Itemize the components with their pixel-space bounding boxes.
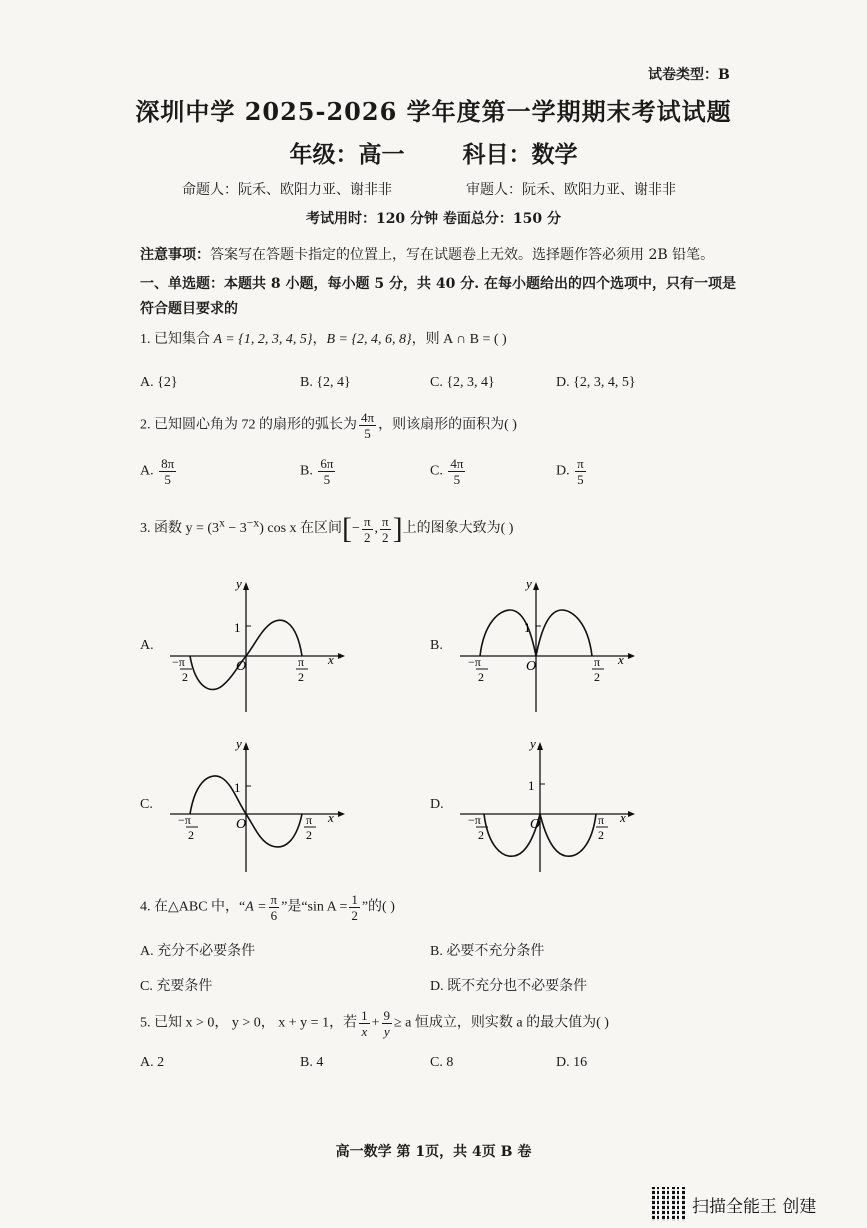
grade-subject-line [0, 136, 867, 169]
q5-plus: + [371, 1015, 380, 1031]
q2-option-a[interactable] [140, 456, 178, 487]
label-one: 1 [234, 620, 241, 635]
q3-suffix: 上的图象大致为( ) [402, 521, 514, 537]
watermark-text: 扫描全能王 创建 [692, 1196, 817, 1217]
q3-ir-num: π [382, 513, 389, 529]
notice-label: 注意事项： [140, 247, 210, 263]
q3-ir-den: 2 [382, 529, 389, 545]
q2-option-a-label: A. [140, 463, 154, 479]
q3-mid: − 3 [224, 521, 247, 537]
two-label: 2 [594, 670, 600, 684]
question-3: 3. 函数 $y = (3^x - 3^{-x})$ cos x 在区间[− $\frac{\pi}{2}$ , $\frac{\pi}{2}$ ]上的图象大致为( ) [140, 512, 514, 545]
q5-f1-num: 1 [361, 1008, 368, 1023]
q1-option-a[interactable]: A. {2} [140, 375, 178, 390]
two-label: 2 [598, 828, 604, 842]
x-axis-arrow [628, 653, 635, 659]
label-one: 1 [234, 780, 241, 795]
q4-option-d[interactable]: D. 既不充分也不必要条件 [430, 979, 588, 994]
y-axis-arrow [533, 582, 539, 590]
q4-a-eq: A = [245, 899, 267, 915]
q2-option-d-label: D. [556, 463, 570, 479]
q2-b-den: 5 [323, 472, 331, 487]
q5-suffix: ≥ a 恒成立，则实数 a 的最大值为( ) [394, 1015, 609, 1031]
q1-set-a: A = {1, 2, 3, 4, 5} [213, 332, 313, 347]
q1-sep: ， [312, 332, 327, 347]
pi-2-label: π [306, 813, 313, 827]
neg-pi-2-label: −π [178, 813, 191, 827]
neg-two: 2 [478, 828, 484, 842]
q3-after: ) cos x 在区间 [259, 521, 343, 537]
q2-option-a-frac [159, 456, 176, 487]
question-1 [140, 328, 507, 348]
x-label: x [620, 810, 626, 825]
q4-option-c[interactable]: C. 充要条件 [140, 979, 213, 994]
q2-c-den: 5 [453, 472, 461, 487]
q2-a-den: 5 [164, 472, 171, 487]
y-label: y [236, 736, 242, 751]
q1-option-d[interactable]: D. {2, 3, 4, 5} [556, 375, 636, 390]
q1-option-b[interactable]: B. {2, 4} [300, 375, 351, 390]
q3-graph-a[interactable] [160, 574, 350, 714]
q2-option-b-frac [318, 456, 335, 487]
y-axis-arrow [243, 742, 249, 750]
exam-info: 考试用时：120 分钟 卷面总分：150 分 [305, 211, 562, 227]
q2-arc-num: 4π [361, 410, 375, 425]
q1-suffix: ，则 A ∩ B = ( ) [411, 332, 507, 347]
q3-option-b-label[interactable]: B. [430, 638, 443, 653]
origin-label: O [530, 817, 541, 832]
q2-d-den: 5 [577, 472, 584, 487]
q5-frac-2 [382, 1008, 393, 1039]
x-axis-arrow [628, 811, 635, 817]
q5-option-b[interactable]: B. 4 [300, 1055, 324, 1070]
q3-il-num: π [363, 513, 371, 529]
section-heading: 一、单选题：本题共 8 小题，每小题 5 分，共 40 分. 在每小题给出的四个选项中，只有一项是符合题目要求的 [140, 276, 736, 317]
notice [140, 244, 714, 264]
q4-pi: π [270, 892, 278, 907]
q3-interval-left-frac [362, 514, 373, 545]
q1-set-b: B = {2, 4, 6, 8} [326, 332, 412, 347]
q3-bracket-right: ] [392, 512, 403, 545]
q4-option-a[interactable]: A. 充分不必要条件 [140, 944, 256, 959]
q5-f2-num: 9 [383, 1008, 390, 1023]
origin-label: O [236, 817, 247, 832]
q4-prefix: 4. 在△ABC 中，“ [140, 899, 246, 915]
subject-label: 科目：数学 [462, 141, 578, 168]
q3-graph-d[interactable] [450, 734, 640, 874]
q2-arc-fraction [359, 410, 376, 441]
q4-suffix: ”的( ) [361, 899, 395, 915]
x-label: x [618, 652, 624, 667]
q4-pi-6-frac [269, 892, 280, 923]
q3-sup1: x [219, 516, 225, 530]
q2-d-num: π [577, 456, 584, 471]
pi-2-label: π [298, 655, 305, 669]
q4-one: 1 [351, 892, 358, 907]
x-axis-arrow [338, 653, 345, 659]
x-label: x [328, 810, 334, 825]
label-one: 1 [524, 620, 531, 635]
x-label: x [328, 652, 334, 667]
paper-type: 试卷类型：B [648, 67, 730, 83]
neg-two: 2 [188, 828, 194, 842]
two-label: 2 [306, 828, 312, 842]
neg-two: 2 [478, 670, 484, 684]
reviewers-line: 审题人：阮禾、欧阳力亚、谢非非 [466, 182, 676, 198]
question-4 [140, 892, 395, 923]
two-label: 2 [298, 670, 304, 684]
q3-graph-b[interactable] [450, 574, 640, 714]
q3-graph-c[interactable] [160, 734, 350, 874]
q5-option-a[interactable]: A. 2 [140, 1055, 165, 1070]
neg-pi-2-label: −π [468, 655, 481, 669]
q2-suffix: ，则该扇形的面积为( ) [378, 417, 517, 433]
x-axis-arrow [338, 811, 345, 817]
neg-two: 2 [182, 670, 188, 684]
grade-label: 年级：高一 [289, 141, 405, 168]
question-2 [140, 410, 517, 441]
setters-line: 命题人：阮禾、欧阳力亚、谢非非 [182, 182, 392, 198]
q3-option-d-label[interactable]: D. [430, 797, 444, 812]
q2-c-num: 4π [450, 456, 464, 471]
q2-option-c-frac [448, 456, 465, 487]
notice-text: 答案写在答题卡指定的位置上，写在试题卷上无效。选择题作答必须用 2B 铅笔。 [210, 247, 715, 263]
q4-mid: ”是“sin A = [281, 899, 348, 915]
q2-prefix: 2. 已知圆心角为 72 的扇形的弧长为 [140, 417, 357, 433]
pi-2-label: π [594, 655, 601, 669]
q2-option-d-frac [575, 456, 586, 487]
q5-f1-den: x [361, 1024, 368, 1039]
q2-arc-den: 5 [364, 426, 371, 441]
q3-il-den: 2 [363, 529, 371, 545]
y-axis-arrow [243, 582, 249, 590]
q3-option-a-label[interactable]: A. [140, 638, 154, 653]
q2-a-num: 8π [161, 456, 175, 471]
q4-option-b[interactable]: B. 必要不充分条件 [430, 944, 545, 959]
question-5 [140, 1008, 609, 1039]
q5-option-d[interactable]: D. 16 [556, 1055, 588, 1070]
neg-pi-2-label: −π [172, 655, 185, 669]
qr-code-icon [652, 1187, 686, 1221]
page-footer: 高一数学 第 1页，共 4页 B 卷 [335, 1144, 532, 1160]
q3-bracket-left: [ [342, 512, 353, 545]
origin-label: O [236, 659, 247, 674]
label-one: 1 [528, 778, 535, 793]
q3-interval-minus: − [352, 521, 360, 537]
pi-2-label: π [598, 813, 605, 827]
q4-two: 2 [351, 908, 358, 923]
q2-option-c-label: C. [430, 463, 443, 479]
y-axis-arrow [537, 742, 543, 750]
q3-option-c-label[interactable]: C. [140, 797, 153, 812]
page-title: 深圳中学 2025-2026 学年度第一学期期末考试试题 [135, 97, 732, 126]
y-label: y [526, 576, 532, 591]
q2-b-num: 6π [320, 456, 334, 471]
q1-prefix: 1. 已知集合 [140, 332, 214, 347]
q5-frac-1 [359, 1008, 370, 1039]
q2-option-b[interactable] [300, 456, 337, 487]
origin-label: O [526, 659, 537, 674]
q4-half-frac [349, 892, 360, 923]
y-label: y [236, 576, 242, 591]
q5-prefix: 5. 已知 x > 0， y > 0， x + y = 1，若 [140, 1015, 358, 1031]
q2-option-c[interactable] [430, 456, 467, 487]
q3-interval-right-frac [380, 514, 391, 545]
y-label: y [530, 736, 536, 751]
neg-pi-2-label: −π [468, 813, 481, 827]
q3-sup2: −x [246, 516, 260, 530]
q2-option-d[interactable] [556, 456, 588, 487]
scanner-watermark [652, 1188, 816, 1220]
q4-six: 6 [270, 908, 278, 923]
q5-f2-den: y [383, 1024, 390, 1039]
q3-prefix: 3. 函数 y = (3 [140, 521, 220, 537]
q5-option-c[interactable]: C. 8 [430, 1055, 454, 1070]
q2-option-b-label: B. [300, 463, 313, 479]
q1-option-c[interactable]: C. {2, 3, 4} [430, 375, 495, 390]
